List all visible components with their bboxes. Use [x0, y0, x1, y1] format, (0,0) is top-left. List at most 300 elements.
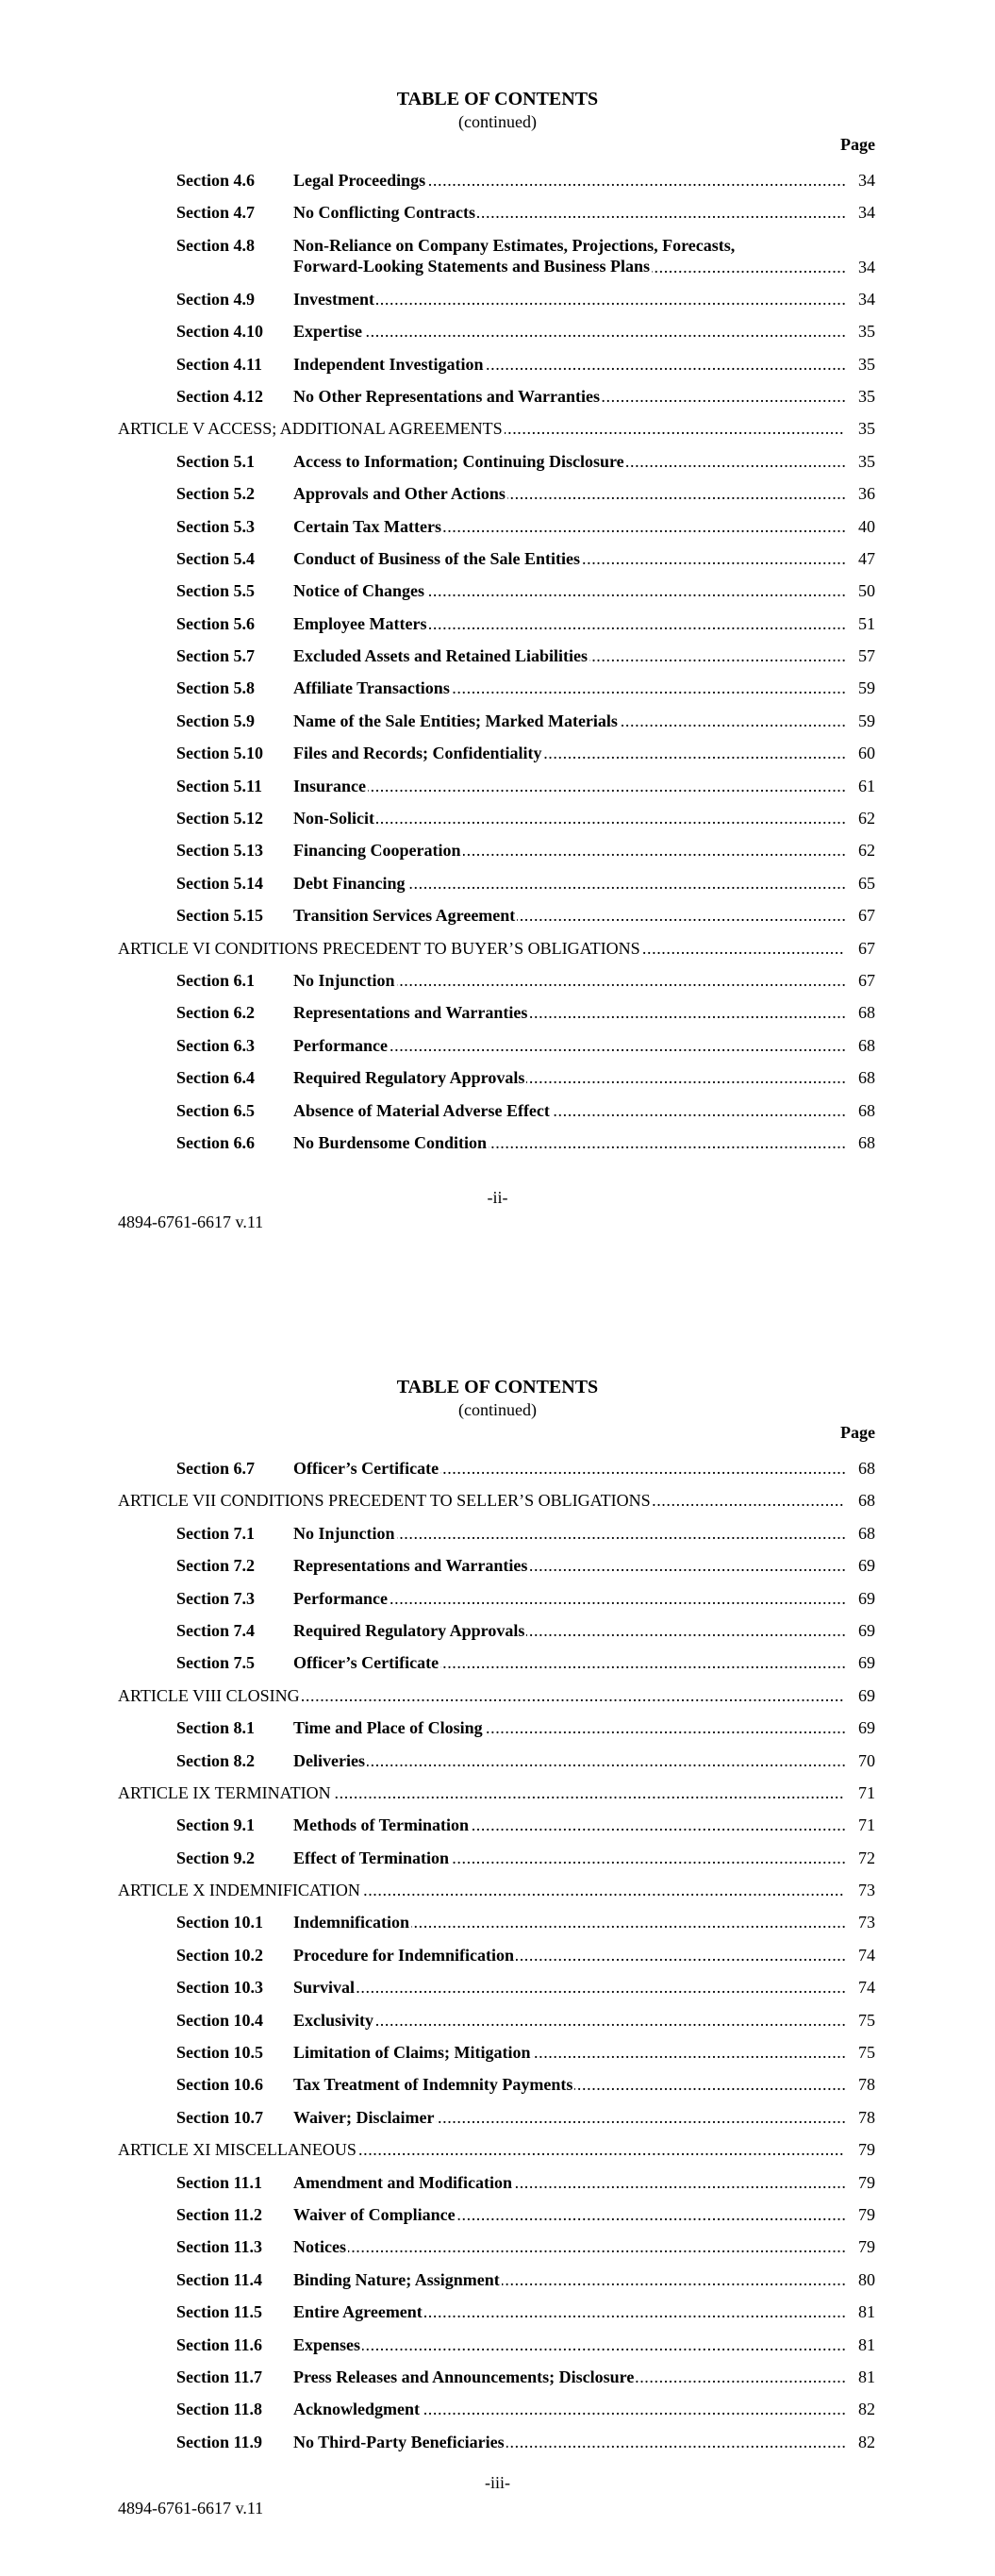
entry-title-text: Approvals and Other Actions	[293, 484, 506, 504]
toc-section-entry[interactable]	[0, 2367, 995, 2399]
section-number: Section 5.3	[176, 516, 255, 536]
entry-title-text: No Injunction	[293, 970, 395, 990]
section-number: Section 11.5	[176, 2302, 263, 2322]
entry-page-number: 73	[845, 1912, 875, 1932]
entry-title	[293, 613, 875, 634]
section-number: Section 4.8	[176, 235, 255, 255]
toc-section-entry[interactable]	[0, 1912, 995, 1944]
entry-page-number: 60	[845, 743, 875, 763]
entry-page-number: 34	[845, 202, 875, 223]
toc-section-entry[interactable]	[0, 580, 995, 612]
toc-section-entry[interactable]	[0, 677, 995, 710]
entry-title	[293, 2236, 875, 2257]
toc-subtitle: (continued)	[458, 1400, 537, 1419]
entry-title	[118, 2139, 875, 2160]
entry-page-number: 69	[845, 1717, 875, 1738]
entry-title	[293, 2204, 875, 2225]
section-number: Section 10.1	[176, 1913, 263, 1932]
entry-title-text: No Other Representations and Warranties	[293, 386, 601, 406]
entry-page-number: 79	[845, 2139, 875, 2160]
section-number: Section 5.8	[176, 678, 255, 698]
section-number: Section 5.1	[176, 451, 255, 471]
section-number: Section 6.4	[176, 1068, 255, 1088]
section-number: Section 5.11	[176, 776, 263, 795]
entry-title	[293, 321, 875, 342]
entry-page-number: 79	[845, 2172, 875, 2193]
section-number: Section 8.2	[176, 1750, 255, 1770]
section-number: Section 5.2	[176, 484, 255, 504]
entry-title-text: No Conflicting Contracts	[293, 203, 475, 223]
entry-title	[293, 1458, 875, 1479]
entry-page-number: 62	[845, 808, 875, 828]
section-number: Section 10.2	[176, 1945, 263, 1965]
entry-page-number: 72	[845, 1848, 875, 1868]
entry-page-number: 51	[845, 613, 875, 634]
entry-title-text: Legal Proceedings	[293, 171, 426, 190]
entry-page-number: 67	[845, 905, 875, 926]
toc-section-entry[interactable]	[0, 2074, 995, 2106]
toc-section-entry[interactable]	[0, 516, 995, 548]
entry-page-number: 67	[845, 970, 875, 991]
entry-title	[293, 1100, 875, 1121]
section-number: Section 10.4	[176, 2010, 263, 2030]
toc-section-entry[interactable]	[0, 548, 995, 580]
entry-title	[293, 1652, 875, 1673]
entry-title	[293, 1002, 875, 1023]
toc-section-entry[interactable]	[0, 645, 995, 677]
toc-article-entry[interactable]	[0, 1782, 995, 1815]
entry-title	[118, 1685, 875, 1706]
entry-title-text: Expertise	[293, 322, 362, 342]
toc-section-entry[interactable]	[0, 1002, 995, 1034]
section-number: Section 11.1	[176, 2172, 263, 2192]
entry-title-text: Methods of Termination	[293, 1815, 470, 1835]
entry-title-text: Acknowledgment	[293, 2400, 420, 2419]
entry-page-number: 68	[845, 1100, 875, 1121]
section-number: Section 7.3	[176, 1588, 255, 1608]
entry-title	[293, 2269, 875, 2290]
entry-title-text: Effect of Termination	[293, 1848, 449, 1867]
entry-title	[293, 808, 875, 828]
toc-section-entry[interactable]	[0, 2269, 995, 2301]
entry-title-text: Amendment and Modification	[293, 2172, 513, 2192]
entry-page-number: 36	[845, 483, 875, 504]
section-number: Section 5.14	[176, 873, 263, 893]
entry-title	[293, 1588, 875, 1609]
entry-title-text: Expenses	[293, 2334, 361, 2354]
entry-title-text: ARTICLE VII CONDITIONS PRECEDENT TO SELLER’S OBLIGATIONS	[118, 1491, 651, 1511]
entry-title-text: Exclusivity	[293, 2010, 374, 2030]
document-id: 4894-6761-6617 v.11	[118, 1213, 264, 1231]
toc-section-entry[interactable]	[0, 2042, 995, 2074]
entry-title	[118, 1880, 875, 1900]
entry-page-number: 40	[845, 516, 875, 537]
toc-section-entry[interactable]	[0, 1555, 995, 1587]
entry-title-text: ARTICLE X INDEMNIFICATION	[118, 1881, 360, 1900]
entry-title-text: Affiliate Transactions	[293, 678, 450, 698]
entry-page-number: 61	[845, 776, 875, 796]
section-number: Section 5.7	[176, 646, 255, 666]
entry-page-number: 59	[845, 711, 875, 731]
entry-title	[293, 2432, 875, 2452]
entry-title	[293, 1717, 875, 1738]
toc-section-entry[interactable]	[0, 1717, 995, 1749]
entry-title	[293, 2042, 875, 2063]
entry-page-number: 70	[845, 1750, 875, 1771]
entry-page-number: 50	[845, 580, 875, 601]
toc-section-entry[interactable]	[0, 1620, 995, 1652]
section-number: Section 11.9	[176, 2432, 263, 2451]
toc-section-entry[interactable]	[0, 235, 995, 289]
toc-section-entry[interactable]	[0, 1945, 995, 1977]
section-number: Section 10.5	[176, 2043, 263, 2063]
entry-title-text: Access to Information; Continuing Disclosure	[293, 451, 624, 471]
page-column-heading: Page	[840, 135, 875, 154]
entry-title-text: Officer’s Certificate	[293, 1459, 439, 1478]
entry-page-number: 34	[845, 170, 875, 191]
toc-entry-list	[0, 1458, 995, 2464]
entry-page-number: 73	[845, 1880, 875, 1900]
toc-section-entry[interactable]	[0, 743, 995, 775]
entry-page-number: 71	[845, 1815, 875, 1835]
entry-title	[293, 743, 875, 763]
entry-page-number: 68	[845, 1035, 875, 1056]
section-number: Section 4.6	[176, 171, 255, 190]
entry-title-text: No Third-Party Beneficiaries	[293, 2432, 505, 2451]
entry-page-number: 81	[845, 2367, 875, 2387]
toc-section-entry[interactable]	[0, 451, 995, 483]
section-number: Section 7.2	[176, 1556, 255, 1576]
section-number: Section 10.7	[176, 2107, 263, 2127]
entry-title-text: Binding Nature; Assignment	[293, 2269, 500, 2289]
entry-title	[293, 2301, 875, 2322]
entry-title-line-1: Non-Reliance on Company Estimates, Projections, Forecasts,	[293, 235, 875, 256]
entry-title	[293, 235, 875, 278]
entry-title-text: Entire Agreement	[293, 2302, 423, 2322]
entry-title	[293, 2074, 875, 2095]
toc-section-entry[interactable]	[0, 1848, 995, 1880]
entry-title	[293, 2367, 875, 2387]
entry-title-text: Deliveries	[293, 1750, 365, 1770]
section-number: Section 7.1	[176, 1523, 255, 1543]
entry-title	[293, 1912, 875, 1932]
entry-title-text: ARTICLE V ACCESS; ADDITIONAL AGREEMENTS	[118, 419, 503, 439]
toc-section-entry[interactable]	[0, 2172, 995, 2204]
section-number: Section 11.8	[176, 2400, 263, 2419]
section-number: Section 5.6	[176, 613, 255, 633]
entry-page-number: 67	[845, 938, 875, 959]
page-number: -ii-	[487, 1188, 508, 1207]
toc-section-entry[interactable]	[0, 2204, 995, 2236]
entry-title	[293, 202, 875, 223]
section-number: Section 11.3	[176, 2237, 263, 2257]
toc-article-entry[interactable]	[0, 2139, 995, 2171]
entry-page-number: 81	[845, 2334, 875, 2355]
toc-section-entry[interactable]	[0, 1067, 995, 1099]
toc-section-entry[interactable]	[0, 1815, 995, 1847]
entry-page-number: 68	[845, 1523, 875, 1544]
entry-page-number: 68	[845, 1490, 875, 1511]
section-number: Section 11.2	[176, 2204, 263, 2224]
section-number: Section 11.7	[176, 2367, 263, 2386]
section-number: Section 8.1	[176, 1718, 255, 1738]
entry-title-text: Waiver; Disclaimer	[293, 2107, 435, 2127]
document-id: 4894-6761-6617 v.11	[118, 2499, 264, 2517]
entry-title	[293, 645, 875, 666]
entry-title-text: Survival	[293, 1978, 356, 1998]
section-number: Section 5.9	[176, 711, 255, 730]
entry-title-text: ARTICLE XI MISCELLANEOUS	[118, 2140, 357, 2160]
section-number: Section 6.7	[176, 1459, 255, 1478]
entry-page-number: 68	[845, 1458, 875, 1479]
toc-section-entry[interactable]	[0, 1588, 995, 1620]
toc-title: TABLE OF CONTENTS	[396, 89, 599, 109]
section-number: Section 4.12	[176, 386, 263, 406]
toc-section-entry[interactable]	[0, 2301, 995, 2333]
toc-section-entry[interactable]	[0, 170, 995, 202]
entry-page-number: 79	[845, 2236, 875, 2257]
entry-title-text: Representations and Warranties	[293, 1556, 528, 1576]
entry-page-number: 74	[845, 1945, 875, 1965]
entry-title	[293, 580, 875, 601]
section-number: Section 11.4	[176, 2269, 263, 2289]
entry-page-number: 35	[845, 451, 875, 472]
entry-title	[293, 451, 875, 472]
entry-title-text: No Injunction	[293, 1523, 395, 1543]
entry-page-number: 75	[845, 2010, 875, 2031]
toc-section-entry[interactable]	[0, 386, 995, 418]
entry-title-text: Required Regulatory Approvals	[293, 1068, 525, 1088]
entry-title-text: Transition Services Agreement	[293, 906, 516, 926]
toc-section-entry[interactable]	[0, 2432, 995, 2464]
toc-section-entry[interactable]	[0, 840, 995, 872]
entry-title	[293, 289, 875, 309]
entry-title	[293, 354, 875, 375]
section-number: Section 10.6	[176, 2075, 263, 2095]
entry-title-text: Notice of Changes	[293, 581, 424, 601]
section-number: Section 7.4	[176, 1620, 255, 1640]
entry-title	[293, 2399, 875, 2419]
entry-title-text: ARTICLE VI CONDITIONS PRECEDENT TO BUYER’S OBLIGATIONS	[118, 938, 640, 958]
toc-entry-list	[0, 170, 995, 1164]
section-number: Section 5.10	[176, 744, 263, 763]
toc-section-entry[interactable]	[0, 2010, 995, 2042]
entry-title-text: Indemnification	[293, 1913, 410, 1932]
entry-title	[293, 905, 875, 926]
section-number: Section 11.6	[176, 2334, 263, 2354]
entry-title-text: Performance	[293, 1035, 388, 1055]
entry-page-number: 59	[845, 677, 875, 698]
section-number: Section 4.7	[176, 203, 255, 223]
entry-page-number: 68	[845, 1002, 875, 1023]
section-number: Section 4.11	[176, 354, 263, 374]
entry-title-text: Excluded Assets and Retained Liabilities	[293, 646, 589, 666]
toc-article-entry[interactable]	[0, 938, 995, 970]
entry-title-line-2: Forward-Looking Statements and Business Plans	[293, 256, 651, 276]
toc-section-entry[interactable]	[0, 873, 995, 905]
toc-section-entry[interactable]	[0, 289, 995, 321]
entry-title-text: Name of the Sale Entities; Marked Materials	[293, 711, 618, 730]
toc-section-entry[interactable]	[0, 1035, 995, 1067]
entry-page-number: 68	[845, 1132, 875, 1153]
entry-title	[293, 1523, 875, 1544]
section-number: Section 10.3	[176, 1978, 263, 1998]
entry-title-text: ARTICLE IX TERMINATION	[118, 1782, 331, 1802]
entry-title	[293, 1132, 875, 1153]
entry-page-number: 75	[845, 2042, 875, 2063]
entry-title	[293, 711, 875, 731]
toc-section-entry[interactable]	[0, 905, 995, 937]
entry-title	[293, 170, 875, 191]
entry-page-number: 69	[845, 1620, 875, 1641]
entry-title-text: No Burdensome Condition	[293, 1132, 488, 1152]
entry-page-number: 69	[845, 1685, 875, 1706]
section-number: Section 5.13	[176, 841, 263, 861]
toc-section-entry[interactable]	[0, 202, 995, 234]
entry-title	[118, 1782, 875, 1803]
entry-page-number: 80	[845, 2269, 875, 2290]
entry-title-text: Conduct of Business of the Sale Entities	[293, 548, 581, 568]
entry-title-text: Officer’s Certificate	[293, 1653, 439, 1673]
section-number: Section 6.1	[176, 970, 255, 990]
toc-article-entry[interactable]	[0, 418, 995, 450]
toc-article-entry[interactable]	[0, 1880, 995, 1912]
toc-section-entry[interactable]	[0, 1100, 995, 1132]
entry-title-text: Files and Records; Confidentiality	[293, 744, 542, 763]
entry-page-number: 69	[845, 1652, 875, 1673]
entry-title	[293, 1555, 875, 1576]
entry-page-number: 82	[845, 2432, 875, 2452]
entry-page-number: 71	[845, 1782, 875, 1803]
entry-title	[293, 873, 875, 894]
entry-page-number: 78	[845, 2107, 875, 2128]
section-number: Section 5.15	[176, 906, 263, 926]
toc-section-entry[interactable]	[0, 711, 995, 743]
section-number: Section 6.2	[176, 1003, 255, 1023]
entry-title-text: ARTICLE VIII CLOSING	[118, 1685, 300, 1705]
entry-title-text: Tax Treatment of Indemnity Payments	[293, 2075, 573, 2095]
entry-page-number: 35	[845, 386, 875, 407]
entry-page-number: 78	[845, 2074, 875, 2095]
toc-article-entry[interactable]	[0, 1490, 995, 1522]
toc-section-entry[interactable]	[0, 808, 995, 840]
page-column-heading: Page	[840, 1423, 875, 1442]
toc-section-entry[interactable]	[0, 1523, 995, 1555]
entry-title-text: Independent Investigation	[293, 354, 484, 374]
entry-title	[293, 1848, 875, 1868]
entry-page-number: 47	[845, 548, 875, 569]
entry-title	[293, 1750, 875, 1771]
entry-title-text: Procedure for Indemnification	[293, 1945, 514, 1965]
entry-title-text: Insurance	[293, 776, 367, 795]
section-number: Section 4.10	[176, 322, 263, 342]
section-number: Section 6.5	[176, 1100, 255, 1120]
toc-section-entry[interactable]	[0, 1652, 995, 1684]
entry-title-text: Waiver of Compliance	[293, 2204, 456, 2224]
entry-page-number: 35	[845, 418, 875, 439]
toc-section-entry[interactable]	[0, 483, 995, 515]
entry-title	[293, 776, 875, 796]
entry-title	[293, 1977, 875, 1998]
entry-page-number: 69	[845, 1588, 875, 1609]
entry-page-number: 79	[845, 2204, 875, 2225]
toc-article-entry[interactable]	[0, 1685, 995, 1717]
section-number: Section 9.1	[176, 1815, 255, 1835]
entry-title-text: Non-Solicit	[293, 809, 375, 828]
entry-title	[293, 548, 875, 569]
entry-title	[293, 970, 875, 991]
toc-section-entry[interactable]	[0, 1977, 995, 2009]
entry-page-number: 69	[845, 1555, 875, 1576]
toc-section-entry[interactable]	[0, 776, 995, 808]
entry-page-number: 34	[845, 289, 875, 309]
entry-title	[118, 418, 875, 439]
entry-title	[293, 1620, 875, 1641]
page-number: -iii-	[485, 2473, 510, 2492]
toc-subtitle: (continued)	[458, 112, 537, 131]
entry-title	[293, 1945, 875, 1965]
section-number: Section 6.3	[176, 1035, 255, 1055]
entry-title	[293, 1067, 875, 1088]
entry-title-text: Absence of Material Adverse Effect	[293, 1100, 550, 1120]
entry-page-number: 35	[845, 321, 875, 342]
entry-title	[293, 1035, 875, 1056]
toc-section-entry[interactable]	[0, 613, 995, 645]
toc-section-entry[interactable]	[0, 970, 995, 1002]
section-number: Section 7.5	[176, 1653, 255, 1673]
entry-title-text: Certain Tax Matters	[293, 516, 441, 536]
entry-title-text: Representations and Warranties	[293, 1003, 528, 1023]
section-number: Section 9.2	[176, 1848, 255, 1867]
toc-section-entry[interactable]	[0, 354, 995, 386]
toc-section-entry[interactable]	[0, 1750, 995, 1782]
entry-title	[118, 938, 875, 959]
entry-page-number: 68	[845, 1067, 875, 1088]
entry-title	[293, 677, 875, 698]
entry-title	[293, 1815, 875, 1835]
entry-title	[293, 2172, 875, 2193]
entry-page-number: 65	[845, 873, 875, 894]
section-number: Section 5.12	[176, 809, 263, 828]
toc-section-entry[interactable]	[0, 1458, 995, 1490]
entry-title	[293, 516, 875, 537]
entry-title-text: Required Regulatory Approvals	[293, 1620, 525, 1640]
entry-page-number: 62	[845, 840, 875, 861]
toc-section-entry[interactable]	[0, 2107, 995, 2139]
toc-section-entry[interactable]	[0, 321, 995, 353]
entry-title-text: Limitation of Claims; Mitigation	[293, 2043, 531, 2063]
entry-page-number: 35	[845, 354, 875, 375]
toc-section-entry[interactable]	[0, 2236, 995, 2268]
toc-section-entry[interactable]	[0, 2334, 995, 2367]
section-number: Section 6.6	[176, 1132, 255, 1152]
toc-page-iii	[0, 1288, 995, 2576]
entry-title-text: Financing Cooperation	[293, 841, 461, 861]
entry-title	[293, 2107, 875, 2128]
toc-title: TABLE OF CONTENTS	[396, 1377, 599, 1397]
entry-title-text: Time and Place of Closing	[293, 1718, 483, 1738]
entry-page-number: 74	[845, 1977, 875, 1998]
entry-title	[293, 2334, 875, 2355]
toc-section-entry[interactable]	[0, 2399, 995, 2431]
entry-title-text: Performance	[293, 1588, 388, 1608]
entry-title	[293, 386, 875, 407]
entry-title-text: Press Releases and Announcements; Disclosure	[293, 2367, 635, 2386]
toc-section-entry[interactable]	[0, 1132, 995, 1164]
entry-page-number: 81	[845, 2301, 875, 2322]
entry-title-text: Debt Financing	[293, 873, 406, 893]
entry-title	[293, 840, 875, 861]
